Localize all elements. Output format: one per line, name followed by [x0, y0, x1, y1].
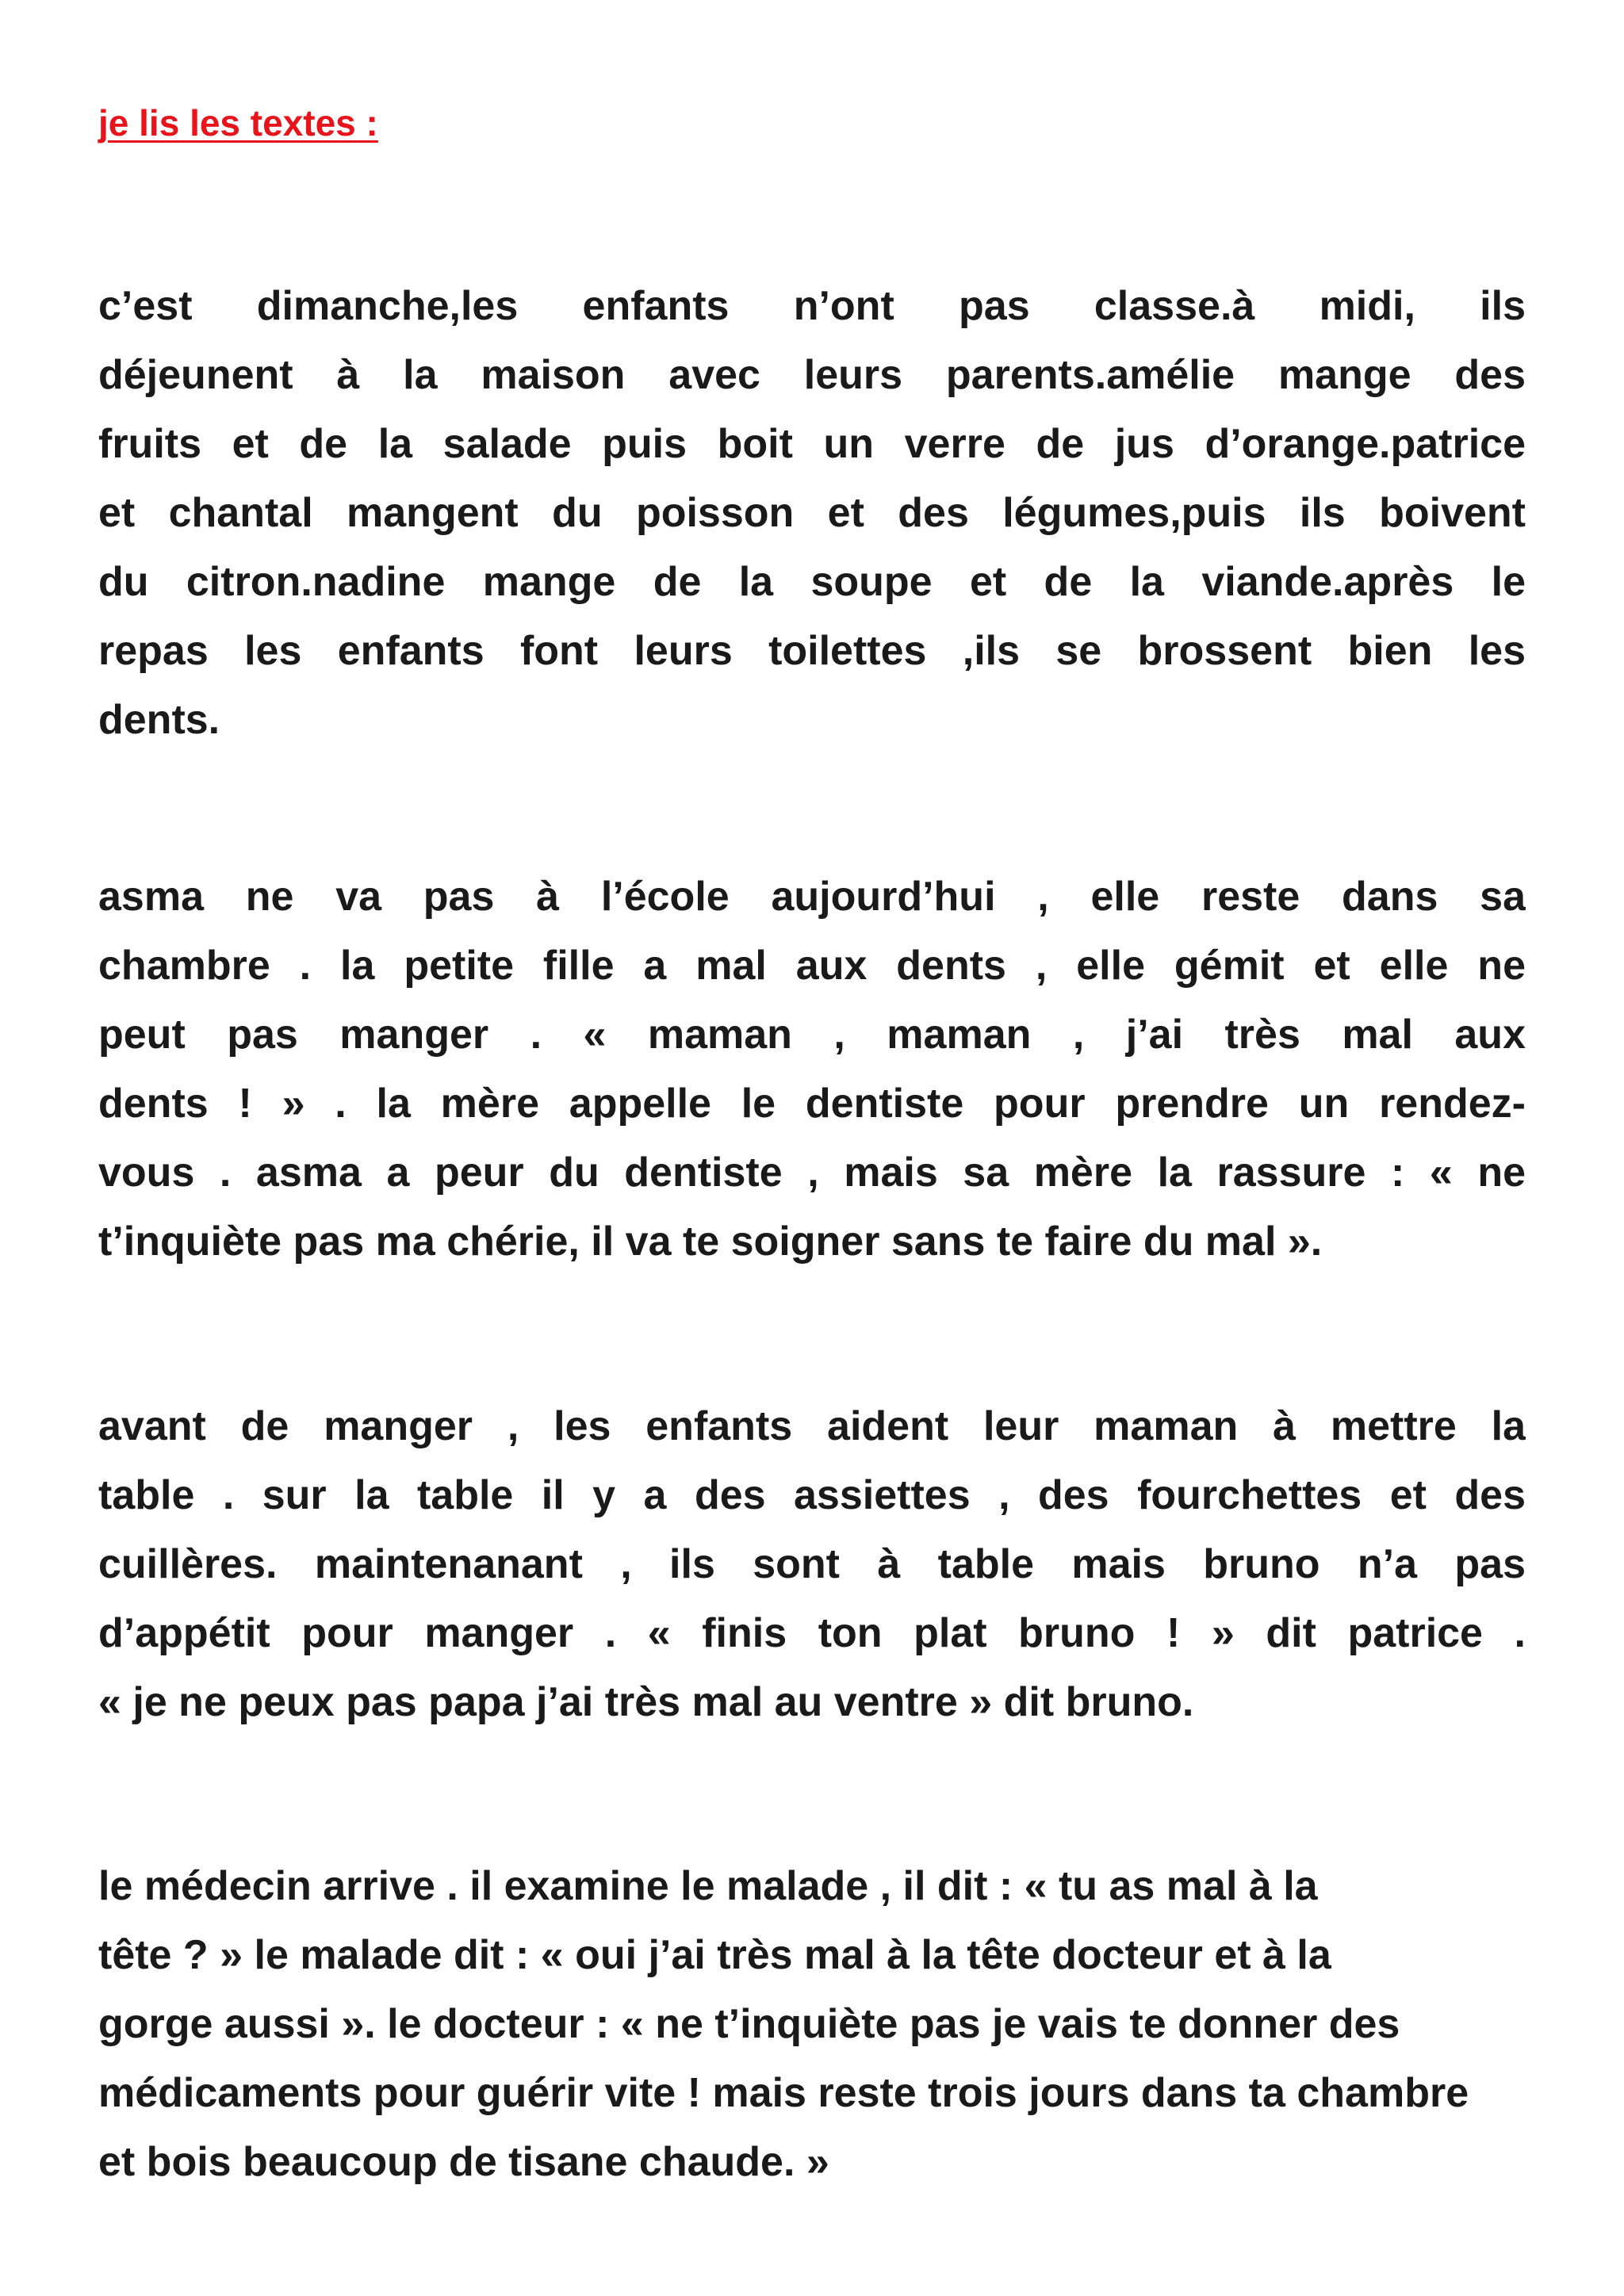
text-line: le médecin arrive . il examine le malade , il dit : « tu as mal à la	[98, 1863, 1318, 1909]
text-line: avant de manger , les enfants aident leur maman à mettre la	[98, 1403, 1526, 1449]
text-paragraph-3	[98, 1392, 1526, 1737]
text-line: cuillères. maintenanant , ils sont à table mais bruno n’a pas	[98, 1541, 1526, 1587]
text-line: peut pas manger . « maman , maman , j’ai très mal aux	[98, 1012, 1526, 1058]
text-paragraph-4	[98, 1852, 1526, 2197]
text-line: du citron.nadine mange de la soupe et de la viande.après le	[98, 559, 1526, 605]
heading-title: je lis les textes :	[98, 102, 378, 144]
text-line: t’inquiète pas ma chérie, il va te soigner sans te faire du mal ».	[98, 1219, 1323, 1265]
text-line: chambre . la petite fille a mal aux dents , elle gémit et elle ne	[98, 943, 1526, 989]
text-line: médicaments pour guérir vite ! mais reste trois jours dans ta chambre	[98, 2070, 1469, 2116]
text-line: dents.	[98, 697, 220, 743]
text-line: fruits et de la salade puis boit un verre de jus d’orange.patrice	[98, 421, 1526, 467]
text-line: et chantal mangent du poisson et des légumes,puis ils boivent	[98, 490, 1526, 536]
text-line: asma ne va pas à l’école aujourd’hui , elle reste dans sa	[98, 874, 1526, 920]
text-line: repas les enfants font leurs toilettes ,ils se brossent bien les	[98, 628, 1526, 674]
text-paragraph-1	[98, 272, 1526, 755]
text-line: et bois beaucoup de tisane chaude. »	[98, 2139, 829, 2185]
text-line: « je ne peux pas papa j’ai très mal au ventre » dit bruno.	[98, 1679, 1194, 1725]
text-line: c’est dimanche,les enfants n’ont pas classe.à midi, ils	[98, 283, 1526, 329]
text-line: table . sur la table il y a des assiettes , des fourchettes et des	[98, 1472, 1526, 1518]
text-line: dents ! » . la mère appelle le dentiste pour prendre un rendez-	[98, 1081, 1526, 1127]
text-paragraph-2	[98, 863, 1526, 1276]
text-line: d’appétit pour manger . « finis ton plat bruno ! » dit patrice .	[98, 1610, 1526, 1656]
text-line: déjeunent à la maison avec leurs parents.amélie mange des	[98, 352, 1526, 398]
text-line: vous . asma a peur du dentiste , mais sa mère la rassure : « ne	[98, 1150, 1526, 1196]
text-line: gorge aussi ». le docteur : « ne t’inquiète pas je vais te donner des	[98, 2001, 1400, 2047]
text-line: tête ? » le malade dit : « oui j’ai très mal à la tête docteur et à la	[98, 1932, 1331, 1978]
